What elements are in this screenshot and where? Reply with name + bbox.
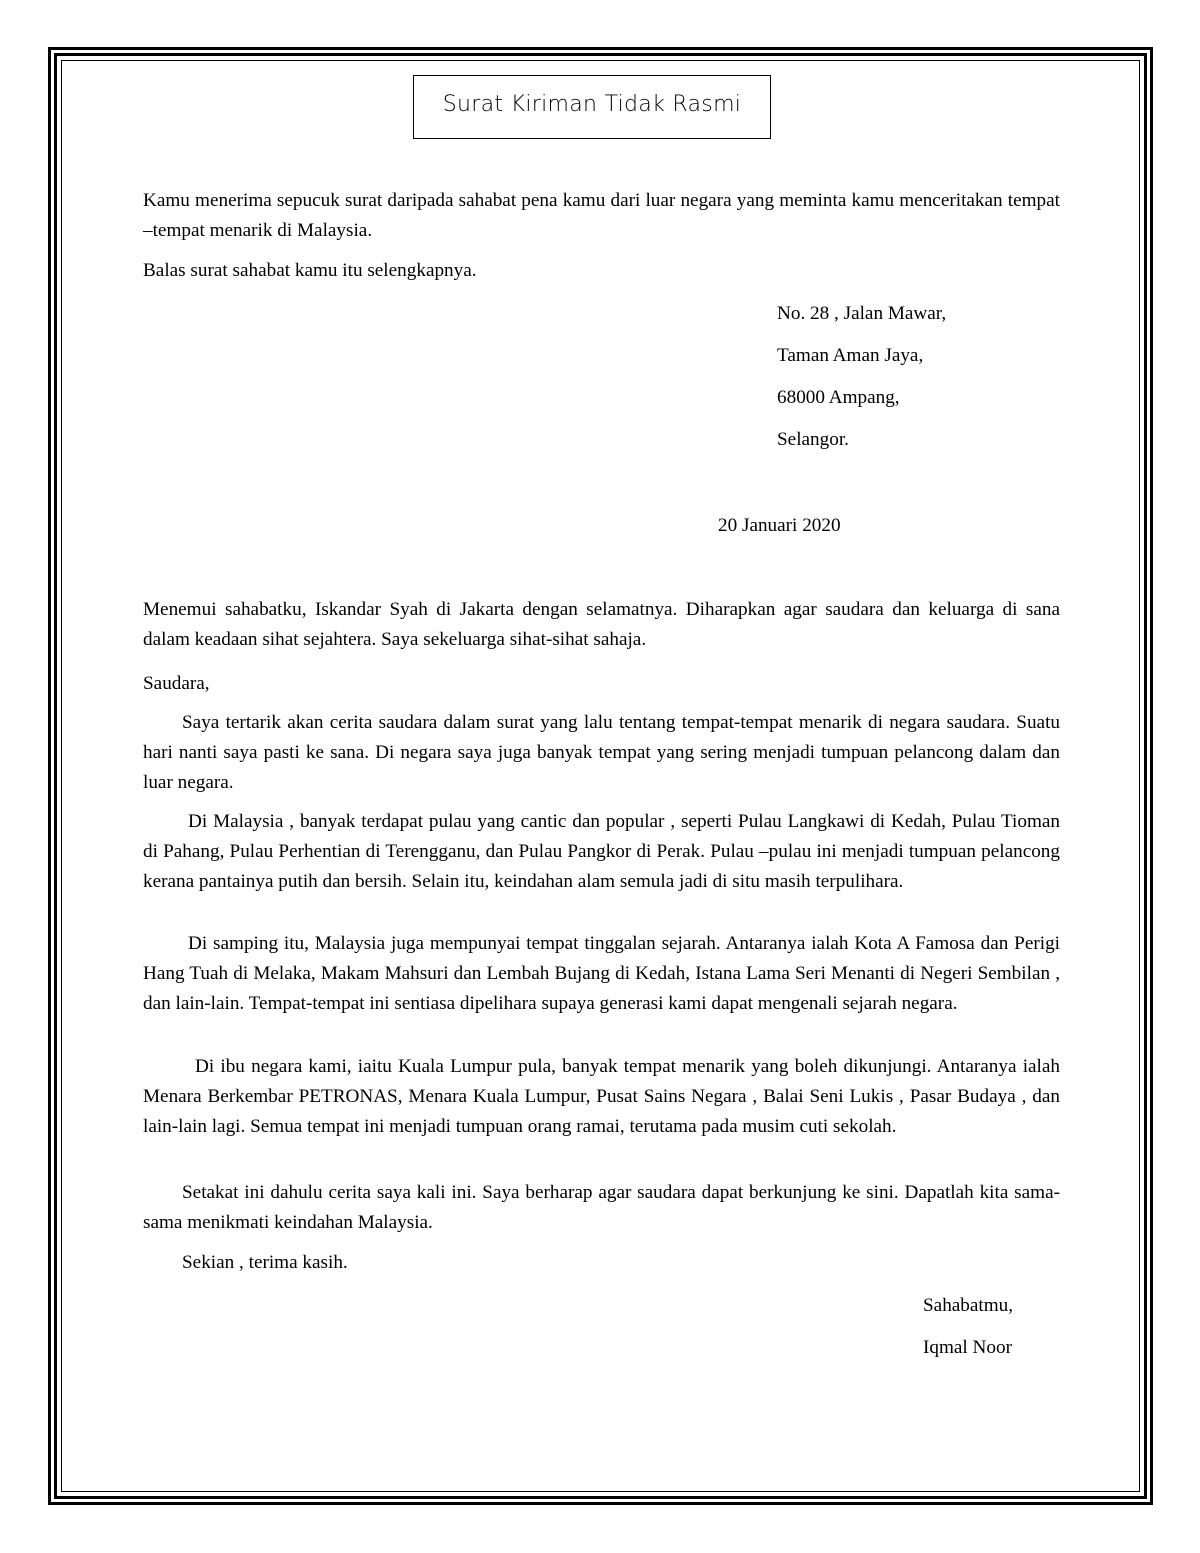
body-paragraph-1: Saya tertarik akan cerita saudara dalam surat yang lalu tentang tempat-tempat menarik di negara saudara. Suatu hari nanti saya pasti ke sana. Di negara saya juga banyak tempat yang sering menjadi tumpuan pelancong dalam dan luar negara. <box>143 712 1060 793</box>
question-text: Kamu menerima sepucuk surat daripada sahabat pena kamu dari luar negara yang meminta kamu menceritakan tempat –tempat menarik di Malaysia. <box>143 190 1060 241</box>
letter-date: 20 Januari 2020 <box>718 515 841 536</box>
opening-paragraph: Menemui sahabatku, Iskandar Syah di Jakarta dengan selamatnya. Diharapkan agar saudara dan keluarga di sana dalam keadaan sihat sejahtera. Saya sekeluarga sihat-sihat sahaja. <box>143 599 1060 650</box>
body-paragraph-5: Setakat ini dahulu cerita saya kali ini. Saya berharap agar saudara dapat berkunjung ke sini. Dapatlah kita sama-sama menikmati keindahan Malaysia. <box>143 1182 1060 1233</box>
address-line-2: Taman Aman Jaya, <box>777 345 924 366</box>
body-paragraph-4: Di ibu negara kami, iaitu Kuala Lumpur pula, banyak tempat menarik yang boleh dikunjungi. Antaranya ialah Menara Berkembar PETRONAS, Menara Kuala Lumpur, Pusat Sains Negara , Balai Seni Lukis , Pasar Budaya , dan lain-lain lagi. Semua tempat ini menjadi tumpuan orang ramai, terutama pada musim cuti sekolah. <box>143 1056 1060 1137</box>
address-line-1: No. 28 , Jalan Mawar, <box>777 303 947 324</box>
body-paragraph-3: Di samping itu, Malaysia juga mempunyai tempat tinggalan sejarah. Antaranya ialah Kota A Famosa dan Perigi Hang Tuah di Melaka, Makam Mahsuri dan Lembah Bujang di Kedah, Istana Lama Seri Menanti di Negeri Sembilan , dan lain-lain. Tempat-tempat ini sentiasa dipelihara supaya generasi kami dapat mengenali sejarah negara. <box>143 933 1060 1014</box>
signature-closing: Sahabatmu, <box>923 1295 1014 1316</box>
signature-name: Iqmal Noor <box>923 1337 1012 1358</box>
question-instruction: Balas surat sahabat kamu itu selengkapnya. <box>143 260 477 281</box>
salutation: Saudara, <box>143 673 210 694</box>
page-title: Surat Kiriman Tidak Rasmi <box>442 91 742 117</box>
address-line-4: Selangor. <box>777 429 849 450</box>
body-paragraph-2: Di Malaysia , banyak terdapat pulau yang cantic dan popular , seperti Pulau Langkawi di Kedah, Pulau Tioman di Pahang, Pulau Perhentian di Terengganu, dan Pulau Pangkor di Perak. Pulau –pulau ini menjadi tumpuan pelancong kerana pantainya putih dan bersih. Selain itu, keindahan alam semula jadi di situ masih terpulihara. <box>143 811 1060 892</box>
address-line-3: 68000 Ampang, <box>777 387 900 408</box>
title-box <box>413 75 771 139</box>
closing-line: Sekian , terima kasih. <box>182 1252 348 1273</box>
